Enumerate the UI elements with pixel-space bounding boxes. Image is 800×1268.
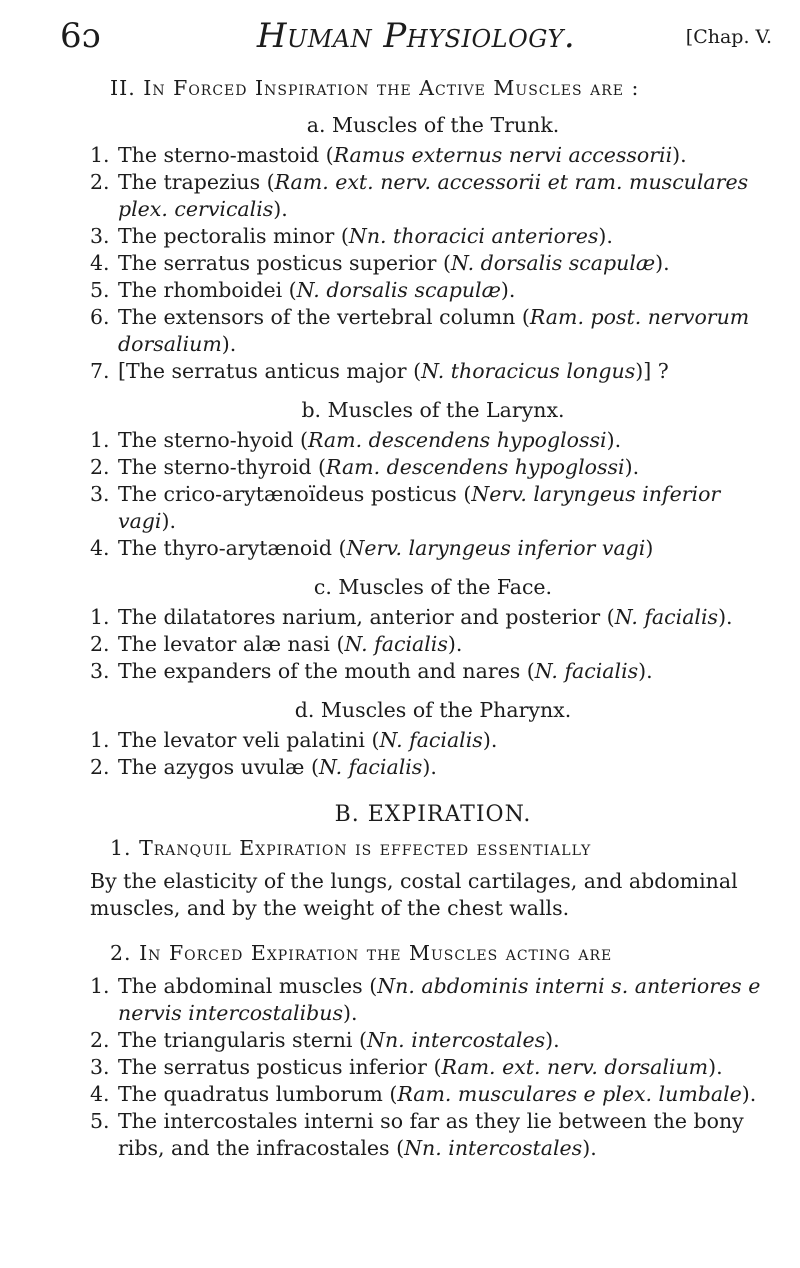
tranquil-expiration-text: By the elasticity of the lungs, costal cartilages, and abdominal muscles, and by the weight of the chest walls. bbox=[90, 869, 738, 920]
list-item: 5. The intercostales interni so far as they lie between the bony ribs, and the infracostales (Nn. intercostales). bbox=[90, 1109, 744, 1160]
list-item: 7. [The serratus anticus major (N. thoracicus longus)] ? bbox=[90, 359, 669, 383]
list-item: 1. The levator veli palatini (N. facialis). bbox=[90, 728, 498, 752]
muscle-list bbox=[90, 727, 776, 781]
forced-inspiration-heading: II. In Forced Inspiration the Active Muscles are : bbox=[110, 76, 640, 100]
list-item: 3. The expanders of the mouth and nares (N. facialis). bbox=[90, 659, 653, 683]
muscle-list bbox=[90, 973, 776, 1162]
subsection-larynx bbox=[90, 397, 776, 562]
list-item: 4. The thyro-arytænoid (Nerv. laryngeus inferior vagi) bbox=[90, 536, 654, 560]
running-header bbox=[60, 10, 772, 66]
page-content bbox=[90, 75, 776, 1162]
list-item: 3. The crico-arytænoïdeus posticus (Nerv. laryngeus inferior vagi). bbox=[90, 482, 721, 533]
list-item: 2. The levator alæ nasi (N. facialis). bbox=[90, 632, 463, 656]
list-item: 2. The sterno-thyroid (Ram. descendens hypoglossi). bbox=[90, 455, 640, 479]
subsection-title: a. Muscles of the Trunk. bbox=[306, 113, 560, 137]
list-item: 5. The rhomboidei (N. dorsalis scapulæ). bbox=[90, 278, 516, 302]
list-item: 3. The serratus posticus inferior (Ram. ext. nerv. dorsalium). bbox=[90, 1055, 723, 1079]
muscle-list bbox=[90, 427, 776, 562]
list-item: 3. The pectoralis minor (Nn. thoracici anteriores). bbox=[90, 224, 613, 248]
list-item: 1. The sterno-mastoid (Ramus externus nervi accessorii). bbox=[90, 143, 687, 167]
muscle-list bbox=[90, 142, 776, 385]
subsection-trunk bbox=[90, 112, 776, 385]
list-item: 1. The abdominal muscles (Nn. abdominis interni s. anteriores e nervis intercostalibus). bbox=[90, 974, 761, 1025]
expiration-heading: B. EXPIRATION. bbox=[334, 802, 532, 827]
subsection-face bbox=[90, 574, 776, 685]
tranquil-expiration-heading: 1. Tranquil Expiration is effected essentially bbox=[110, 836, 592, 860]
chapter-label: [Chap. V. bbox=[685, 26, 772, 48]
list-item: 1. The dilatatores narium, anterior and posterior (N. facialis). bbox=[90, 605, 733, 629]
list-item: 6. The extensors of the vertebral column (Ram. post. nervorum dorsalium). bbox=[90, 305, 750, 356]
list-item: 4. The quadratus lumborum (Ram. musculares e plex. lumbale). bbox=[90, 1082, 757, 1106]
list-item: 2. The azygos uvulæ (N. facialis). bbox=[90, 755, 437, 779]
page-number: 6ɔ bbox=[60, 16, 101, 56]
subsection-title: c. Muscles of the Face. bbox=[313, 575, 553, 599]
muscle-list bbox=[90, 604, 776, 685]
subsection-title: b. Muscles of the Larynx. bbox=[301, 398, 565, 422]
subsection-title: d. Muscles of the Pharynx. bbox=[294, 698, 572, 722]
subsection-pharynx bbox=[90, 697, 776, 781]
list-item: 2. The trapezius (Ram. ext. nerv. accessorii et ram. musculares plex. cervicalis). bbox=[90, 170, 749, 221]
forced-expiration-heading: 2. In Forced Expiration the Muscles acting are bbox=[110, 941, 613, 965]
running-title: Human Physiology. bbox=[256, 16, 576, 56]
list-item: 1. The sterno-hyoid (Ram. descendens hypoglossi). bbox=[90, 428, 622, 452]
list-item: 4. The serratus posticus superior (N. dorsalis scapulæ). bbox=[90, 251, 670, 275]
list-item: 2. The triangularis sterni (Nn. intercostales). bbox=[90, 1028, 560, 1052]
